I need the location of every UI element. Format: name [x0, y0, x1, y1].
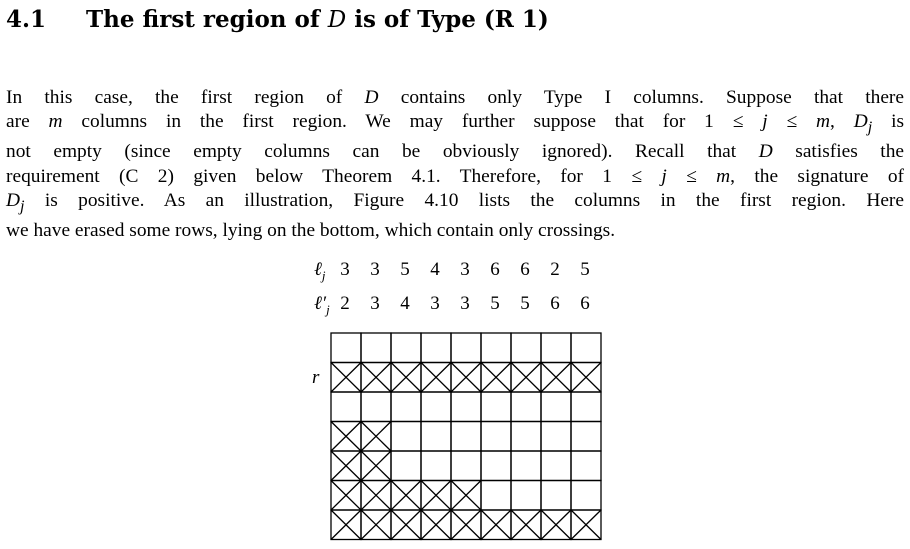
- lp-value: 3: [370, 293, 380, 314]
- crossing-mark: [391, 363, 421, 393]
- crossing-mark: [511, 363, 541, 393]
- grid-cell: [511, 422, 541, 452]
- crossing-mark: [331, 510, 361, 540]
- lp-value: 5: [520, 293, 530, 314]
- grid-cell: [511, 333, 541, 363]
- grid-cell: [481, 422, 511, 452]
- grid-cell: [481, 451, 511, 481]
- lp-value: 3: [460, 293, 470, 314]
- crossing-mark: [361, 363, 391, 393]
- l-value: 6: [520, 259, 530, 280]
- grid-cell: [571, 333, 601, 363]
- grid-cell: [391, 333, 421, 363]
- crossing-mark: [481, 363, 511, 393]
- crossing-mark: [541, 510, 571, 540]
- crossing-mark: [361, 451, 391, 481]
- grid-cell: [541, 422, 571, 452]
- paragraph-line-4: requirement (C 2) given below Theorem 4.1. Therefore, for 1 ≤ j ≤ m, the signature of: [6, 165, 905, 187]
- grid-cell: [331, 333, 361, 363]
- crossing-mark: [451, 481, 481, 511]
- paragraph-line-1: In this case, the first region of D contains only Type I columns. Suppose that there: [6, 87, 904, 108]
- crossing-mark: [391, 510, 421, 540]
- paragraph-line-3: not empty (since empty columns can be obviously ignored). Recall that D satisfies the: [6, 141, 904, 163]
- crossing-mark: [331, 451, 361, 481]
- grid-cell: [421, 451, 451, 481]
- crossing-mark: [541, 363, 571, 393]
- figure-columns: [290, 256, 620, 546]
- lp-value: 4: [400, 293, 410, 314]
- lp-value: 3: [430, 293, 440, 314]
- crossing-mark: [571, 363, 601, 393]
- section-title-var: D: [327, 7, 347, 33]
- grid-cell: [571, 451, 601, 481]
- l-value: 5: [400, 259, 410, 280]
- grid-cell: [571, 392, 601, 422]
- l-value: 6: [490, 259, 500, 280]
- section-title-pre: The first region of: [86, 6, 328, 33]
- crossing-mark: [451, 363, 481, 393]
- grid-cell: [511, 451, 541, 481]
- grid-cell: [481, 481, 511, 511]
- paragraph-line-2: are m columns in the first region. We may further suppose that for 1 ≤ j ≤ m, $D_j$ is: [6, 111, 905, 137]
- body-paragraph: [6, 86, 904, 244]
- l-value: 5: [580, 259, 590, 280]
- crossing-mark: [481, 510, 511, 540]
- l-value: 3: [460, 259, 470, 280]
- grid-cell: [481, 392, 511, 422]
- l-value: 2: [550, 259, 560, 280]
- l-value: 3: [370, 259, 380, 280]
- grid-cell: [451, 333, 481, 363]
- crossing-mark: [421, 510, 451, 540]
- crossing-mark: [361, 422, 391, 452]
- grid-cell: [391, 451, 421, 481]
- grid-cell: [571, 481, 601, 511]
- crossing-mark: [361, 510, 391, 540]
- grid-cell: [451, 392, 481, 422]
- grid-cell: [571, 422, 601, 452]
- lp-value: 5: [490, 293, 500, 314]
- crossing-mark: [511, 510, 541, 540]
- crossing-mark: [421, 481, 451, 511]
- section-heading: [6, 5, 549, 35]
- grid-cell: [481, 333, 511, 363]
- l-row-label: ℓ$_j$: [314, 259, 326, 283]
- grid-cell: [541, 392, 571, 422]
- grid-cell: [361, 392, 391, 422]
- crossing-mark: [331, 481, 361, 511]
- crossing-mark: [361, 481, 391, 511]
- r-row-label: r: [312, 367, 320, 388]
- grid-cell: [511, 481, 541, 511]
- grid-cell: [361, 333, 391, 363]
- crossing-mark: [331, 422, 361, 452]
- section-number: 4.1: [6, 6, 47, 33]
- lp-value: 2: [340, 293, 350, 314]
- grid-cell: [331, 392, 361, 422]
- grid-cell: [541, 333, 571, 363]
- crossing-mark: [571, 510, 601, 540]
- grid-cell: [421, 422, 451, 452]
- grid-cell: [541, 481, 571, 511]
- paragraph-line-5: $D_j$ is positive. As an illustration, Figure 4.10 lists the columns in the first region. Here: [6, 190, 904, 215]
- crossing-mark: [451, 510, 481, 540]
- section-title-post: is of Type (R 1): [346, 6, 549, 33]
- crossing-mark: [391, 481, 421, 511]
- lp-value: 6: [550, 293, 560, 314]
- grid-cell: [451, 451, 481, 481]
- grid-cell: [541, 451, 571, 481]
- l-value: 4: [430, 259, 440, 280]
- l-value: 3: [340, 259, 350, 280]
- crossing-grid: [330, 332, 602, 544]
- lp-value: 6: [580, 293, 590, 314]
- grid-cell: [421, 333, 451, 363]
- crossing-mark: [331, 363, 361, 393]
- grid-cell: [451, 422, 481, 452]
- crossing-mark: [421, 363, 451, 393]
- lp-row-label: $\ell'_j$: [314, 293, 330, 317]
- grid-cell: [511, 392, 541, 422]
- grid-cell: [421, 392, 451, 422]
- grid-cell: [391, 422, 421, 452]
- paragraph-line-6: we have erased some rows, lying on the bottom, which contain only crossings.: [6, 220, 616, 242]
- grid-cell: [391, 392, 421, 422]
